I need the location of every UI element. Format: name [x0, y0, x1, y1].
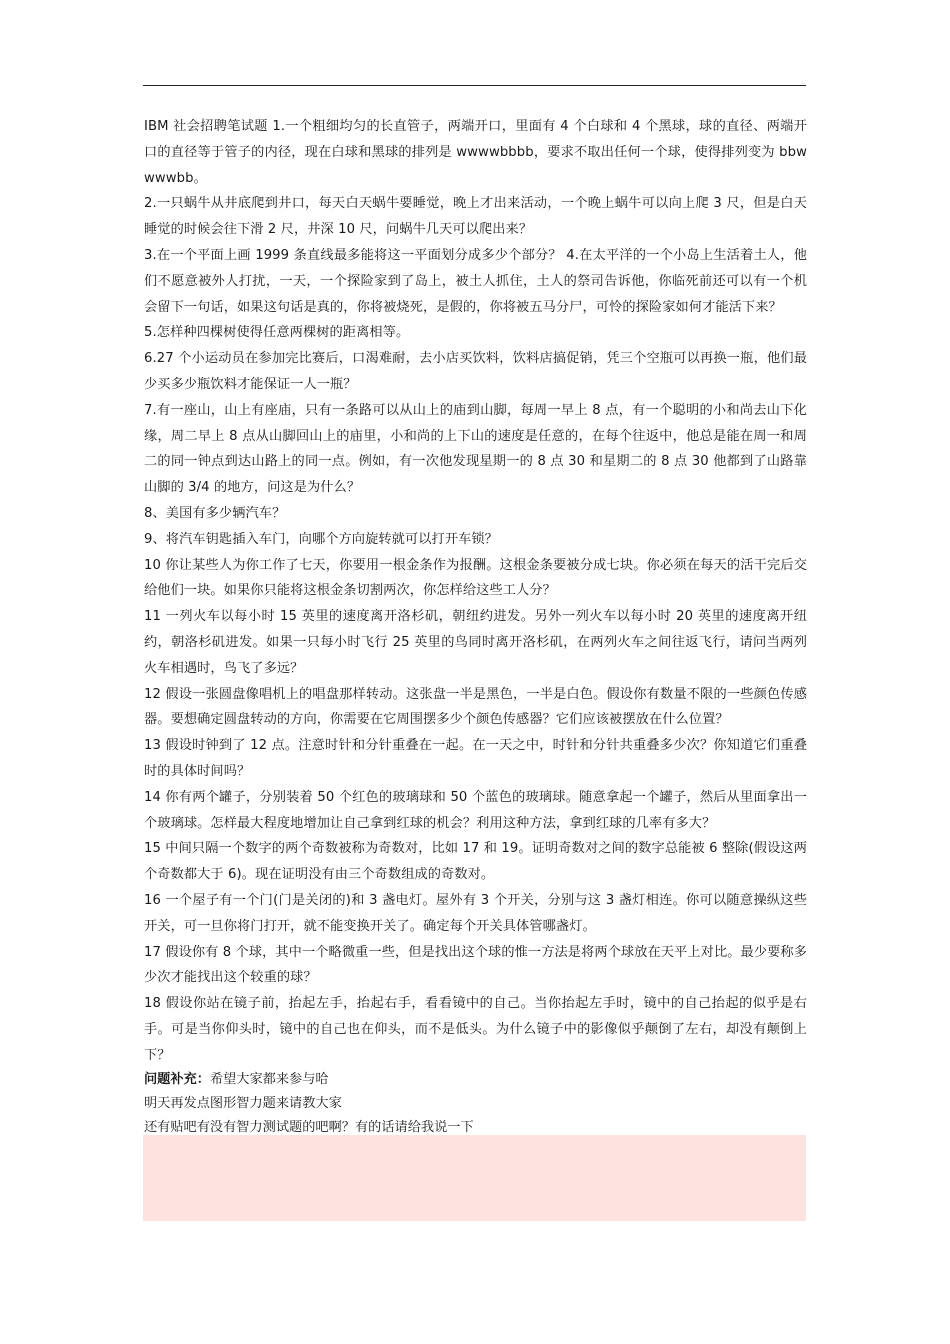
- supplement-line: 明天再发点图形智力题来请教大家: [144, 1096, 342, 1112]
- supplement-line: 还有贴吧有没有智力测试题的吧啊？有的话请给我说一下: [144, 1120, 474, 1136]
- question-paragraph: 10 你让某些人为你工作了七天，你要用一根金条作为报酬。这根金条要被分成七块。你必须在每天的活干完后交给他们一块。如果你只能将这根金条切割两次，你怎样给这些工人分？: [144, 557, 807, 599]
- header-rule: [143, 85, 806, 86]
- question-paragraph: 11 一列火车以每小时 15 英里的速度离开洛杉矶，朝纽约进发。另外一列火车以每小时 20 英里的速度离开纽约，朝洛杉矶进发。如果一只每小时飞行 25 英里的鸟同时离开洛杉矶，在两列火车之间往返飞行，请问当两列火车相遇时，鸟飞了多远？: [144, 609, 807, 676]
- supplement-label: 问题补充：: [144, 1072, 210, 1088]
- question-paragraph: 13 假设时钟到了 12 点。注意时针和分针重叠在一起。在一天之中，时针和分针共重叠多少次？你知道它们重叠时的具体时间吗？: [144, 738, 807, 779]
- question-paragraph: 6.27 个小运动员在参加完比赛后，口渴难耐，去小店买饮料，饮料店搞促销，凭三个空瓶可以再换一瓶，他们最少买多少瓶饮料才能保证一人一瓶？: [144, 351, 807, 392]
- question-supplement: [144, 1068, 807, 1140]
- question-paragraph: 8、美国有多少辆汽车？: [144, 505, 286, 521]
- question-paragraph: 2.一只蜗牛从井底爬到井口，每天白天蜗牛要睡觉，晚上才出来活动，一个晚上蜗牛可以向上爬 3 尺，但是白天睡觉的时候会往下滑 2 尺，井深 10 尺，问蜗牛几天可以爬出来？: [144, 196, 807, 238]
- question-paragraph: 9、将汽车钥匙插入车门，向哪个方向旋转就可以打开车锁？: [144, 531, 498, 547]
- question-paragraph: IBM 社会招聘笔试题 1.一个粗细均匀的长直管子，两端开口，里面有 4 个白球和 4 个黑球，球的直径、两端开口的直径等于管子的内径，现在白球和黑球的排列是 wwwwbbbb，要求不取出任何一个球，使得排列变为 bbwwwwbb。: [144, 119, 807, 186]
- question-paragraph: 15 中间只隔一个数字的两个奇数被称为奇数对，比如 17 和 19。证明奇数对之间的数字总能被 6 整除(假设这两个奇数都大于 6)。现在证明没有由三个奇数组成的奇数对。: [144, 841, 807, 883]
- highlight-box: [143, 1135, 806, 1221]
- question-paragraph: 12 假设一张圆盘像唱机上的唱盘那样转动。这张盘一半是黑色，一半是白色。假设你有数量不限的一些颜色传感器。要想确定圆盘转动的方向，你需要在它周围摆多少个颜色传感器？它们应该被摆放在什么位置？: [144, 686, 807, 728]
- supplement-first-line: [144, 1068, 807, 1092]
- question-paragraph: 18 假设你站在镜子前，抬起左手，抬起右手，看看镜中的自己。当你抬起左手时，镜中的自己抬起的似乎是右手。可是当你仰头时，镜中的自己也在仰头，而不是低头。为什么镜子中的影像似乎颠倒了左右，却没有颠倒上下？: [144, 996, 807, 1063]
- question-paragraph: 5.怎样种四棵树使得任意两棵树的距离相等。: [144, 325, 410, 341]
- question-paragraph: 17 假设你有 8 个球，其中一个略微重一些，但是找出这个球的惟一方法是将两个球放在天平上对比。最少要称多少次才能找出这个较重的球？: [144, 944, 807, 986]
- question-paragraph: 16 一个屋子有一个门(门是关闭的)和 3 盏电灯。屋外有 3 个开关，分别与这 3 盏灯相连。你可以随意操纵这些开关，可一旦你将门打开，就不能变换开关了。确定每个开关具体管哪盏灯。: [144, 892, 807, 934]
- question-paragraph: 14 你有两个罐子，分别装着 50 个红色的玻璃球和 50 个蓝色的玻璃球。随意拿起一个罐子，然后从里面拿出一个玻璃球。怎样最大程度地增加让自己拿到红球的机会？利用这种方法，拿到红球的几率有多大？: [144, 789, 807, 831]
- question-paragraph: 3.在一个平面上画 1999 条直线最多能将这一平面划分成多少个部分？ 4.在太平洋的一个小岛上生活着土人，他们不愿意被外人打扰，一天，一个探险家到了岛上，被土人抓住，土人的祭司告诉他，你临死前还可以有一个机会留下一句话，如果这句话是真的，你将被烧死，是假的，你将被五马分尸，可怜的探险家如何才能活下来？: [144, 247, 807, 315]
- question-paragraph: 7.有一座山，山上有座庙，只有一条路可以从山上的庙到山脚，每周一早上 8 点，有一个聪明的小和尚去山下化缘，周二早上 8 点从山脚回山上的庙里，小和尚的上下山的速度是任意的，在每个往返中，他总是能在周一和周二的同一钟点到达山路上的同一点。例如，有一次他发现星期一的 8 点 30 和星期二的 8 点 30 他都到了山路靠山脚的 3/4 的地方，问这是为什么？: [144, 402, 807, 496]
- document-body: [144, 114, 807, 1140]
- supplement-text: 希望大家都来参与哈: [209, 1072, 329, 1088]
